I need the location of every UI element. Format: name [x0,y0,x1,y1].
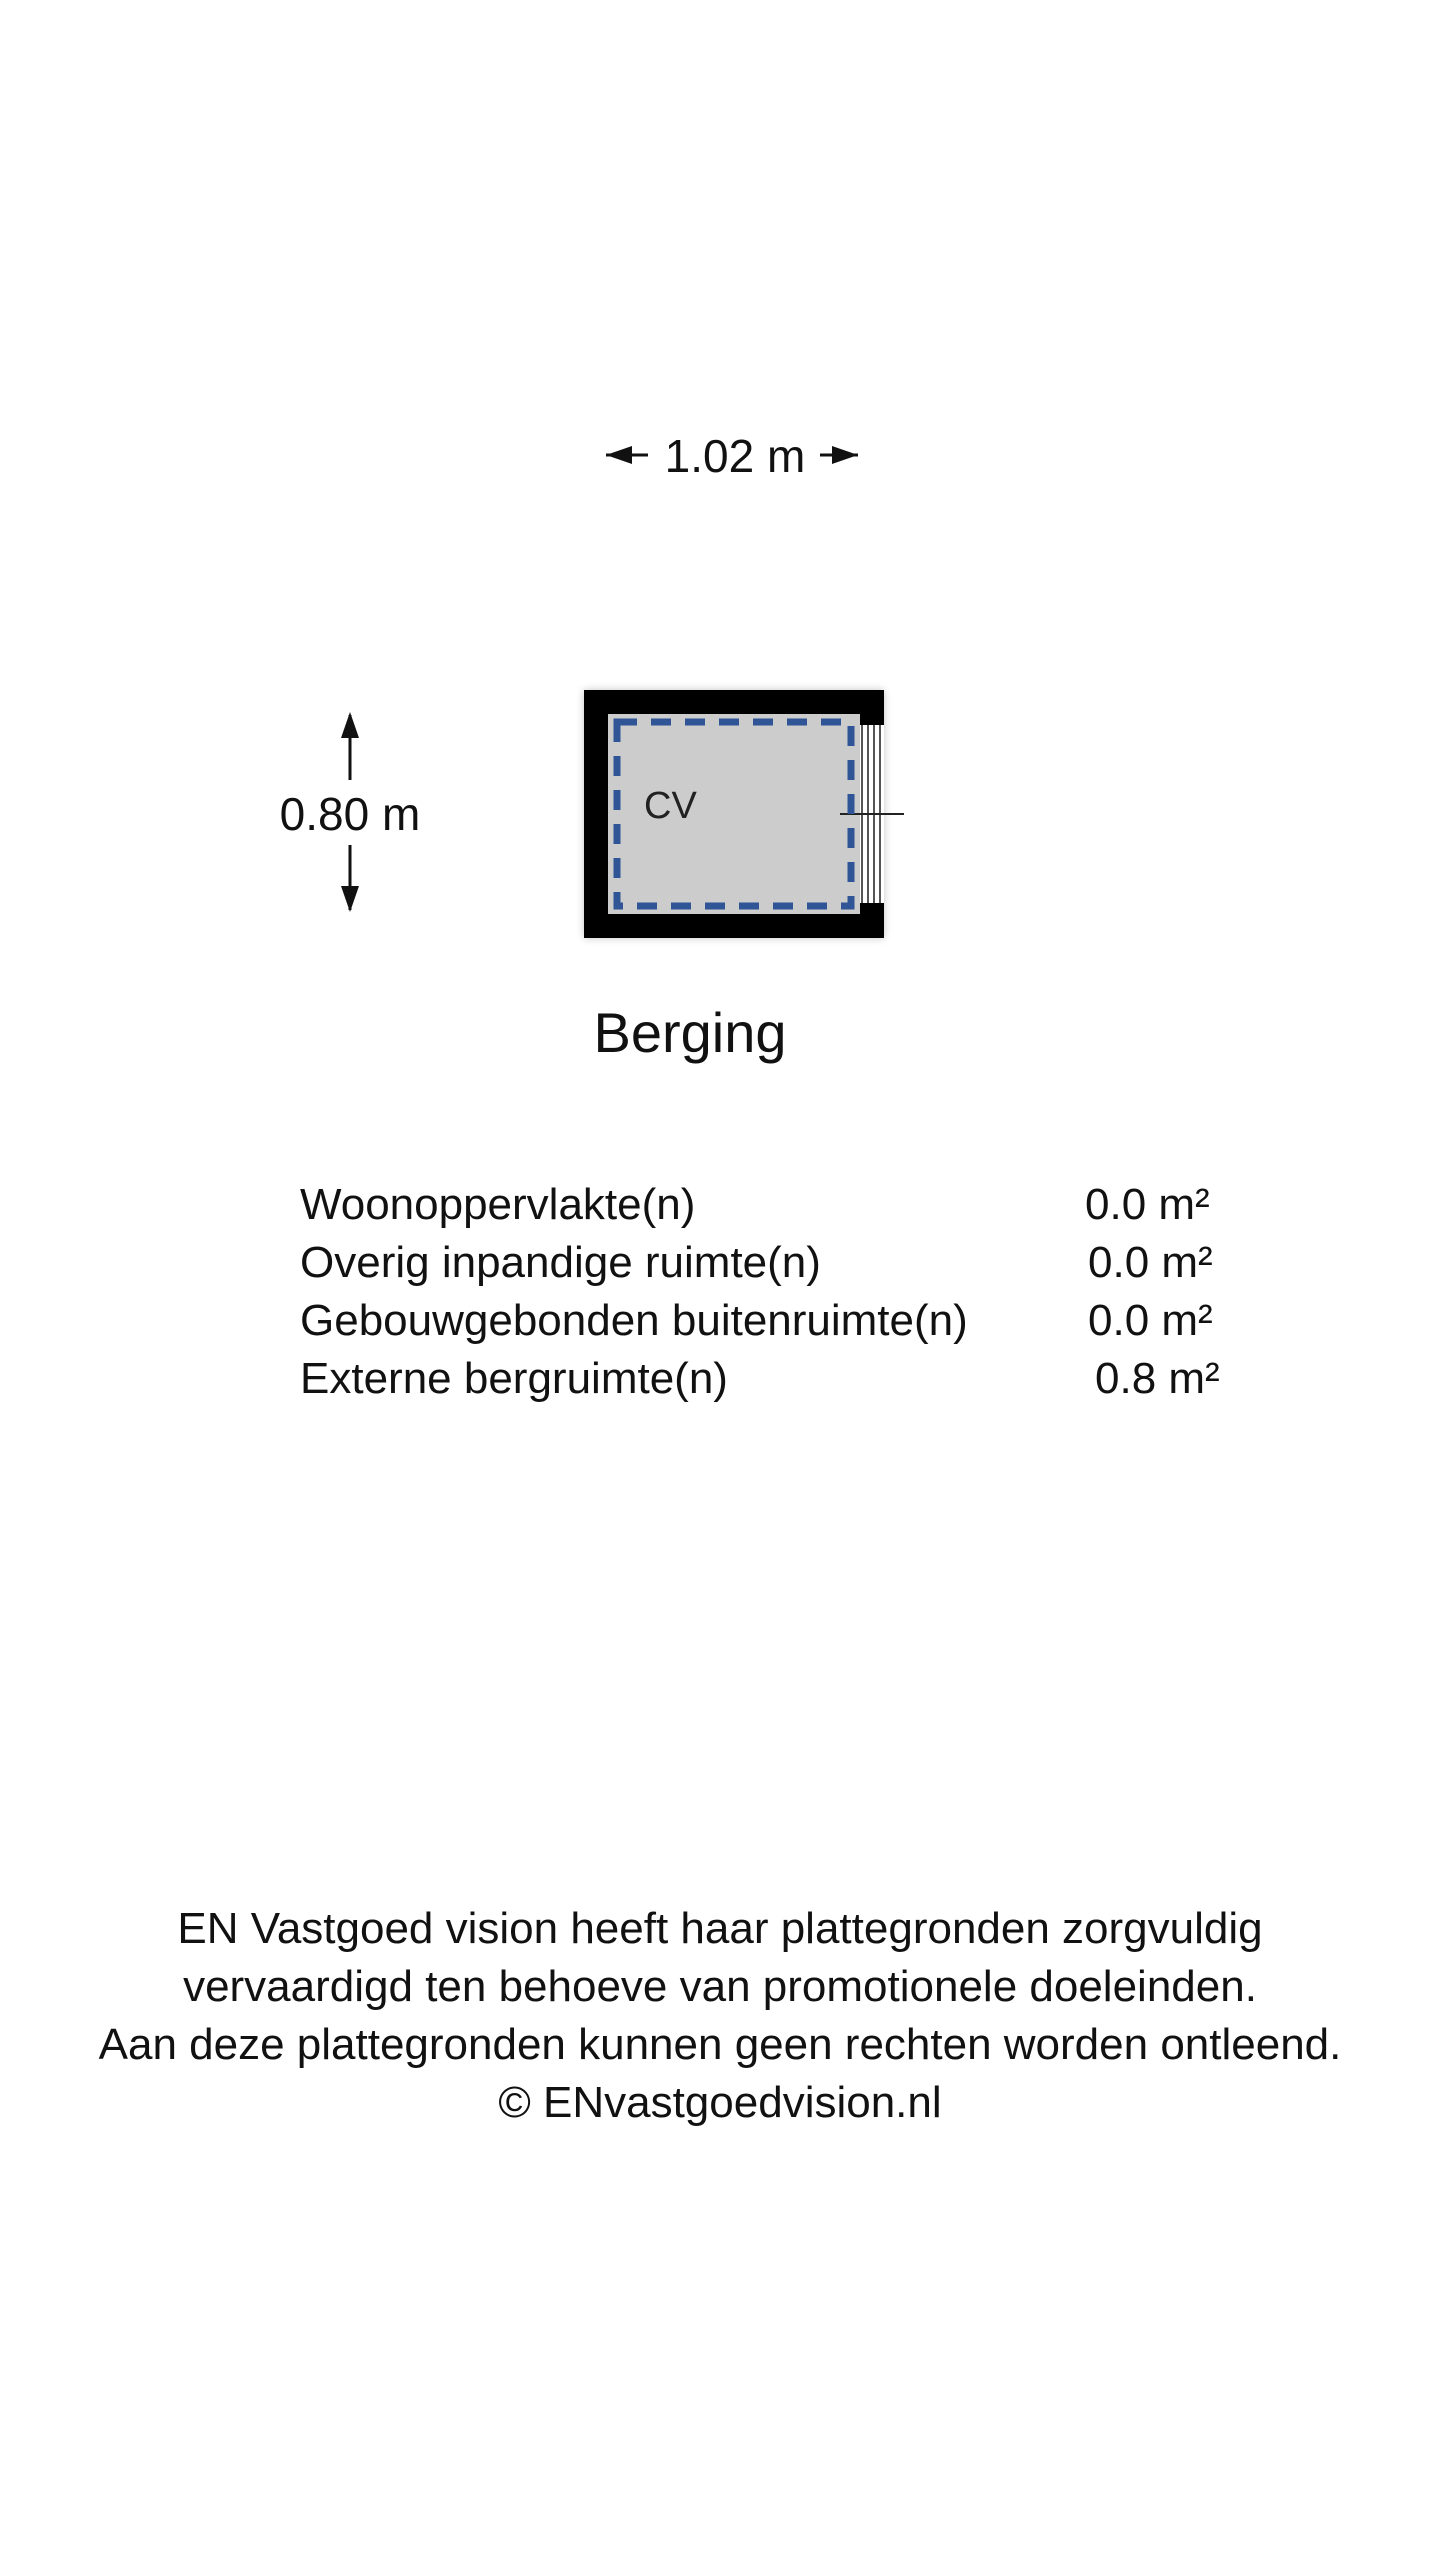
plan-title: Berging [593,1001,787,1064]
disclaimer-line: Aan deze plattegronden kunnen geen rechten worden ontleend. [98,2020,1342,2069]
area-label: Externe bergruimte(n) [300,1354,728,1403]
area-summary [300,1176,1260,1408]
width-dimension-label: 1.02 m [664,430,806,482]
area-row-woonoppervlakte [300,1176,1260,1234]
area-label: Gebouwgebonden buitenruimte(n) [300,1296,968,1345]
depth-dimension-label: 0.80 m [279,788,421,840]
depth-dimension [280,712,421,912]
arrow-up-icon [341,712,359,738]
arrow-right-icon [832,446,858,464]
disclaimer-line: vervaardigd ten behoeve van promotionele doeleinden. [183,1962,1257,2011]
area-value: 0.0 m² [1088,1296,1213,1345]
area-label: Woonoppervlakte(n) [300,1180,696,1229]
area-value: 0.0 m² [1085,1180,1210,1229]
floorplan-diagram [0,0,1440,1100]
width-dimension [606,430,858,482]
area-row-buitenruimte [300,1292,1260,1350]
area-value: 0.0 m² [1088,1238,1213,1287]
area-row-overig [300,1234,1260,1292]
room-berging [584,690,904,938]
area-row-bergruimte [300,1350,1260,1408]
arrow-left-icon [606,446,632,464]
disclaimer-line: EN Vastgoed vision heeft haar plattegronden zorgvuldig [177,1904,1263,1953]
arrow-down-icon [341,886,359,912]
copyright-line: © ENvastgoedvision.nl [498,2078,942,2127]
room-label: CV [644,785,697,827]
disclaimer [0,1900,1440,2132]
area-value: 0.8 m² [1095,1354,1220,1403]
area-label: Overig inpandige ruimte(n) [300,1238,821,1287]
